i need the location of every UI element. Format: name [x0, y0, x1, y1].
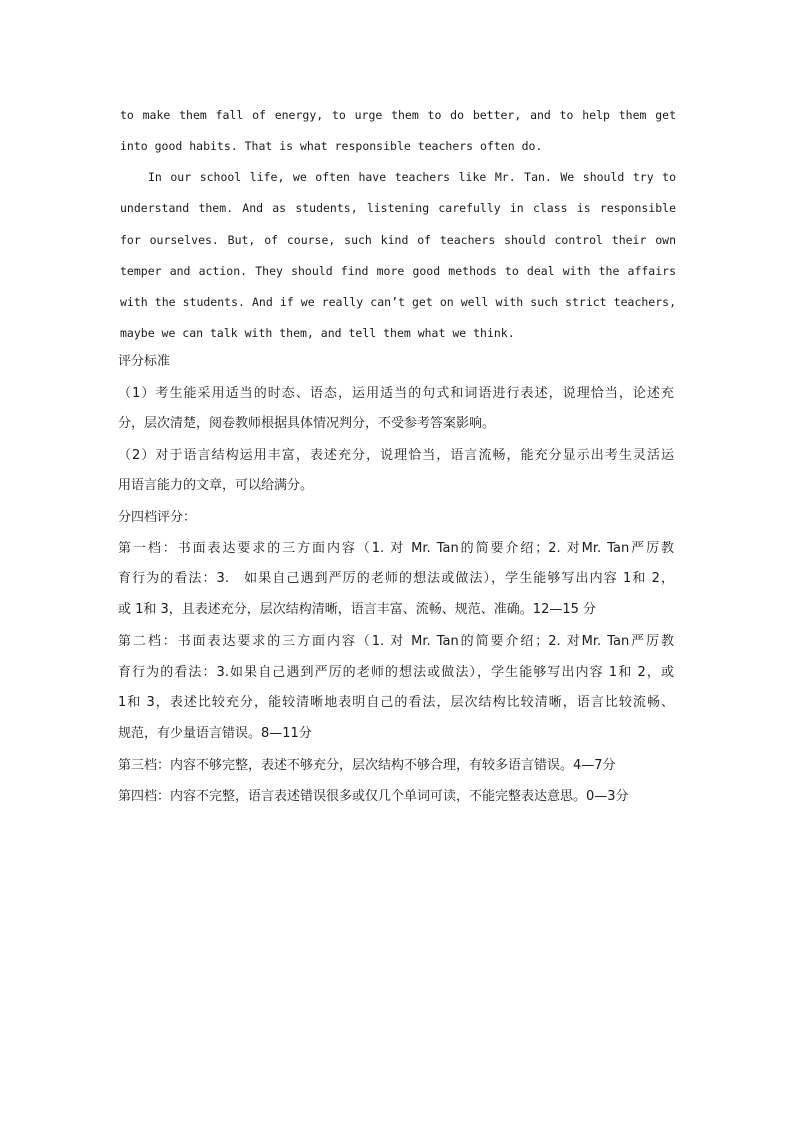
essay-line: into good habits. That is what responsible teachers often do. [120, 139, 543, 153]
scoring-line: （1）考生能采用适当的时态、语态，运用适当的句式和词语进行表述，说理恰当，论述充 [118, 386, 674, 401]
scoring-line: 育行为的看法：3.如果自己遇到严厉的老师的想法或做法），学生能够写出内容 1和 2，或 [118, 665, 674, 680]
essay-line: temper and action. They should find more good methods to deal with the affairs [120, 264, 676, 278]
scoring-line: 第一档：书面表达要求的三方面内容（1. 对 Mr. Tan的简要介绍；2. 对Mr. Tan严厉教 [118, 541, 674, 556]
scoring-line: 第四档：内容不完整，语言表述错误很多或仅几个单词可读，不能完整表达意思。0—3分 [118, 789, 629, 804]
essay-line: for ourselves. But, of course, such kind of teachers should control their own [120, 233, 676, 247]
essay-line: In our school life, we often have teachers like Mr. Tan. We should try to [148, 170, 676, 184]
scoring-title: 评分标准 [118, 354, 171, 369]
scoring-line: 分，层次清楚，阅卷教师根据具体情况判分，不受参考答案影响。 [118, 416, 496, 431]
essay-line: maybe we can talk with them, and tell them what we think. [120, 326, 515, 340]
scoring-line: 分四档评分： [118, 510, 197, 525]
essay-line: understand them. And as students, listening carefully in class is responsible [120, 201, 676, 215]
scoring-line: 育行为的看法：3. 如果自己遇到严厉的老师的想法或做法），学生能够写出内容 1和 2， [118, 571, 674, 586]
scoring-line: （2）对于语言结构运用丰富，表述充分，说理恰当，语言流畅，能充分显示出考生灵活运 [118, 448, 674, 463]
scoring-line: 第二档：书面表达要求的三方面内容（1. 对 Mr. Tan的简要介绍；2. 对Mr. Tan严厉教 [118, 634, 674, 649]
scoring-line: 1和 3，表述比较充分，能较清晰地表明自己的看法，层次结构比较清晰，语言比较流畅、 [118, 695, 674, 710]
scoring-line: 规范，有少量语言错误。8—11分 [118, 726, 312, 741]
scoring-line: 或 1和 3，且表述充分，层次结构清晰，语言丰富、流畅、规范、准确。12—15 分 [118, 602, 597, 617]
essay-line: to make them fall of energy, to urge them to do better, and to help them get [120, 108, 676, 122]
scoring-line: 用语言能力的文章，可以给满分。 [118, 478, 314, 493]
scoring-line: 第三档：内容不够完整，表述不够充分，层次结构不够合理，有较多语言错误。4—7分 [118, 758, 616, 773]
essay-line: with the students. And if we really can’t get on well with such strict teachers, [120, 295, 676, 309]
